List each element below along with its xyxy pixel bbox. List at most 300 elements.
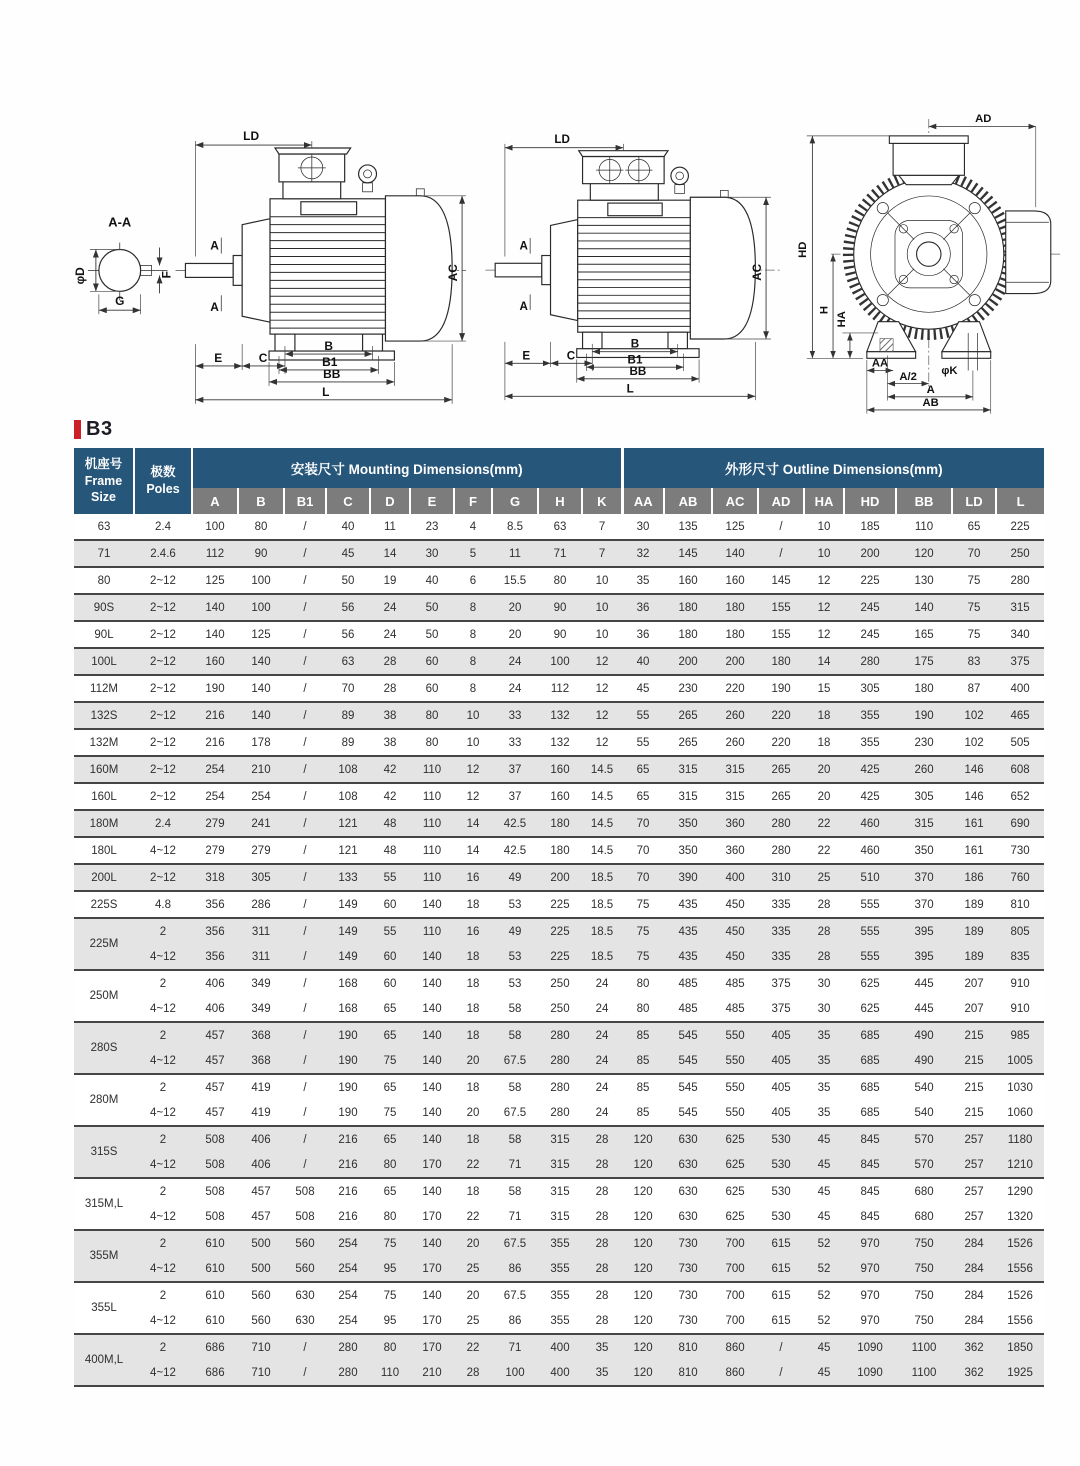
value-cell-ac: 260 [712, 702, 758, 729]
poles-cell: 4~12 [134, 1100, 192, 1126]
value-cell-h: 200 [538, 864, 582, 891]
dim-label-ab: AB [922, 397, 940, 410]
value-cell-ld: 207 [952, 996, 996, 1022]
value-cell-hd: 685 [844, 1074, 896, 1100]
value-cell-a: 457 [192, 1022, 238, 1048]
value-cell-a: 610 [192, 1308, 238, 1334]
value-cell-b: 80 [238, 514, 284, 540]
value-cell-e: 140 [410, 891, 454, 918]
poles-header-cn: 极数 [150, 465, 176, 480]
value-cell-l: 805 [996, 918, 1044, 944]
value-cell-l: 280 [996, 567, 1044, 594]
poles-cell: 4~12 [134, 944, 192, 970]
value-cell-bb: 140 [896, 594, 952, 621]
value-cell-ac: 260 [712, 729, 758, 756]
value-cell-ac: 550 [712, 1100, 758, 1126]
value-cell-bb: 305 [896, 783, 952, 810]
value-cell-ab: 200 [664, 648, 712, 675]
value-cell-hd: 970 [844, 1230, 896, 1256]
value-cell-ab: 350 [664, 837, 712, 864]
value-cell-f: 18 [454, 1178, 492, 1204]
value-cell-h: 71 [538, 540, 582, 567]
value-cell-h: 225 [538, 891, 582, 918]
value-cell-d: 42 [370, 783, 410, 810]
value-cell-bb: 190 [896, 702, 952, 729]
frame-size-cell: 355L [74, 1282, 134, 1334]
value-cell-k: 24 [582, 1022, 622, 1048]
value-cell-h: 355 [538, 1282, 582, 1308]
value-cell-hd: 970 [844, 1308, 896, 1334]
value-cell-h: 225 [538, 918, 582, 944]
table-row [74, 1152, 1044, 1178]
value-cell-ha: 15 [804, 675, 844, 702]
value-cell-e: 80 [410, 729, 454, 756]
value-cell-k: 28 [582, 1126, 622, 1152]
value-cell-g: 11 [492, 540, 538, 567]
value-cell-ha: 45 [804, 1360, 844, 1386]
value-cell-aa: 65 [622, 756, 664, 783]
table-row [74, 944, 1044, 970]
value-cell-l: 505 [996, 729, 1044, 756]
poles-cell: 2.4.6 [134, 540, 192, 567]
value-cell-b: 406 [238, 1126, 284, 1152]
value-cell-bb: 680 [896, 1178, 952, 1204]
value-cell-h: 315 [538, 1126, 582, 1152]
frame-size-cell: 180L [74, 837, 134, 864]
value-cell-hd: 280 [844, 648, 896, 675]
value-cell-ab: 630 [664, 1152, 712, 1178]
value-cell-l: 1526 [996, 1230, 1044, 1256]
poles-cell: 2~12 [134, 594, 192, 621]
value-cell-ha: 45 [804, 1334, 844, 1360]
value-cell-b: 100 [238, 594, 284, 621]
value-cell-ac: 220 [712, 675, 758, 702]
value-cell-aa: 45 [622, 675, 664, 702]
poles-cell: 2 [134, 1282, 192, 1308]
column-header-d: D [370, 488, 410, 514]
value-cell-k: 10 [582, 594, 622, 621]
value-cell-l: 810 [996, 891, 1044, 918]
value-cell-g: 67.5 [492, 1282, 538, 1308]
column-header-b: B [238, 488, 284, 514]
value-cell-b: 406 [238, 1152, 284, 1178]
value-cell-c: 149 [326, 918, 370, 944]
value-cell-c: 190 [326, 1048, 370, 1074]
value-cell-hd: 245 [844, 594, 896, 621]
value-cell-b1: / [284, 918, 326, 944]
value-cell-c: 254 [326, 1256, 370, 1282]
value-cell-g: 58 [492, 1126, 538, 1152]
value-cell-ha: 10 [804, 540, 844, 567]
value-cell-aa: 85 [622, 1022, 664, 1048]
value-cell-b: 560 [238, 1282, 284, 1308]
value-cell-f: 18 [454, 944, 492, 970]
column-header-bb: BB [896, 488, 952, 514]
value-cell-c: 89 [326, 702, 370, 729]
value-cell-h: 315 [538, 1152, 582, 1178]
value-cell-ab: 390 [664, 864, 712, 891]
value-cell-c: 254 [326, 1230, 370, 1256]
value-cell-c: 63 [326, 648, 370, 675]
value-cell-g: 71 [492, 1152, 538, 1178]
value-cell-ha: 12 [804, 567, 844, 594]
value-cell-ac: 625 [712, 1152, 758, 1178]
section-title: A-A [108, 214, 132, 230]
value-cell-b: 560 [238, 1308, 284, 1334]
value-cell-l: 1290 [996, 1178, 1044, 1204]
value-cell-c: 56 [326, 594, 370, 621]
value-cell-f: 18 [454, 1074, 492, 1100]
value-cell-l: 730 [996, 837, 1044, 864]
technical-drawings [70, 96, 1070, 416]
poles-cell: 2 [134, 1126, 192, 1152]
value-cell-h: 90 [538, 621, 582, 648]
value-cell-c: 45 [326, 540, 370, 567]
value-cell-e: 110 [410, 756, 454, 783]
column-header-ld: LD [952, 488, 996, 514]
value-cell-bb: 395 [896, 918, 952, 944]
value-cell-h: 225 [538, 944, 582, 970]
value-cell-k: 28 [582, 1256, 622, 1282]
value-cell-ad: / [758, 1360, 804, 1386]
value-cell-ha: 10 [804, 514, 844, 540]
value-cell-c: 149 [326, 891, 370, 918]
value-cell-d: 55 [370, 918, 410, 944]
poles-header-en: Poles [146, 482, 180, 496]
frame-size-cell: 315S [74, 1126, 134, 1178]
poles-cell: 2~12 [134, 648, 192, 675]
value-cell-ld: 215 [952, 1022, 996, 1048]
frame-size-cell: 250M [74, 970, 134, 1022]
value-cell-ad: 310 [758, 864, 804, 891]
dim-label-ld: LD [243, 129, 260, 144]
value-cell-ab: 160 [664, 567, 712, 594]
value-cell-f: 8 [454, 621, 492, 648]
value-cell-ld: 215 [952, 1100, 996, 1126]
value-cell-ac: 550 [712, 1022, 758, 1048]
value-cell-d: 24 [370, 621, 410, 648]
column-header-ac: AC [712, 488, 758, 514]
value-cell-ha: 35 [804, 1022, 844, 1048]
value-cell-b: 419 [238, 1100, 284, 1126]
value-cell-hd: 555 [844, 891, 896, 918]
value-cell-f: 16 [454, 918, 492, 944]
value-cell-bb: 445 [896, 970, 952, 996]
value-cell-k: 28 [582, 1230, 622, 1256]
value-cell-d: 75 [370, 1230, 410, 1256]
value-cell-b: 457 [238, 1204, 284, 1230]
frame-size-cell: 180M [74, 810, 134, 837]
value-cell-ad: 265 [758, 783, 804, 810]
value-cell-d: 28 [370, 648, 410, 675]
frame-size-cell: 315M,L [74, 1178, 134, 1230]
value-cell-a: 686 [192, 1360, 238, 1386]
value-cell-b1: / [284, 594, 326, 621]
frame-size-cell: 225M [74, 918, 134, 970]
value-cell-aa: 70 [622, 810, 664, 837]
value-cell-g: 58 [492, 1074, 538, 1100]
value-cell-b1: / [284, 1360, 326, 1386]
value-cell-h: 132 [538, 702, 582, 729]
value-cell-k: 14.5 [582, 837, 622, 864]
value-cell-aa: 85 [622, 1100, 664, 1126]
value-cell-b1: 560 [284, 1256, 326, 1282]
value-cell-k: 7 [582, 540, 622, 567]
frame-size-cell: 280S [74, 1022, 134, 1074]
value-cell-g: 8.5 [492, 514, 538, 540]
value-cell-d: 95 [370, 1256, 410, 1282]
value-cell-l: 1556 [996, 1256, 1044, 1282]
value-cell-e: 140 [410, 1048, 454, 1074]
dim-label-l: L [322, 384, 330, 399]
value-cell-h: 280 [538, 1048, 582, 1074]
value-cell-a: 140 [192, 621, 238, 648]
poles-cell: 2 [134, 918, 192, 944]
value-cell-f: 4 [454, 514, 492, 540]
value-cell-h: 280 [538, 1074, 582, 1100]
value-cell-h: 250 [538, 996, 582, 1022]
table-row [74, 567, 1044, 594]
value-cell-l: 1030 [996, 1074, 1044, 1100]
table-row [74, 1178, 1044, 1204]
value-cell-ad: 155 [758, 594, 804, 621]
value-cell-b1: / [284, 702, 326, 729]
value-cell-bb: 540 [896, 1074, 952, 1100]
dim-label-bb: BB [629, 364, 647, 378]
value-cell-l: 835 [996, 944, 1044, 970]
value-cell-aa: 35 [622, 567, 664, 594]
value-cell-b1: / [284, 1022, 326, 1048]
value-cell-f: 25 [454, 1256, 492, 1282]
value-cell-f: 10 [454, 729, 492, 756]
value-cell-g: 42.5 [492, 837, 538, 864]
frame-size-cell: 132S [74, 702, 134, 729]
frame-size-cell: 160M [74, 756, 134, 783]
value-cell-hd: 425 [844, 756, 896, 783]
value-cell-ha: 35 [804, 1100, 844, 1126]
value-cell-d: 80 [370, 1152, 410, 1178]
value-cell-l: 608 [996, 756, 1044, 783]
value-cell-b1: 630 [284, 1282, 326, 1308]
value-cell-d: 42 [370, 756, 410, 783]
value-cell-hd: 185 [844, 514, 896, 540]
value-cell-ac: 550 [712, 1074, 758, 1100]
value-cell-d: 28 [370, 675, 410, 702]
value-cell-ld: 257 [952, 1204, 996, 1230]
value-cell-c: 216 [326, 1204, 370, 1230]
dimensions-table [74, 448, 1044, 1387]
value-cell-hd: 845 [844, 1126, 896, 1152]
value-cell-ha: 45 [804, 1126, 844, 1152]
value-cell-b1: / [284, 1074, 326, 1100]
value-cell-ac: 125 [712, 514, 758, 540]
value-cell-b1: / [284, 648, 326, 675]
value-cell-bb: 120 [896, 540, 952, 567]
value-cell-ad: / [758, 1334, 804, 1360]
column-header-b1: B1 [284, 488, 326, 514]
value-cell-ld: 189 [952, 891, 996, 918]
value-cell-ab: 145 [664, 540, 712, 567]
value-cell-ad: 530 [758, 1126, 804, 1152]
value-cell-g: 42.5 [492, 810, 538, 837]
value-cell-hd: 970 [844, 1282, 896, 1308]
value-cell-b: 279 [238, 837, 284, 864]
value-cell-b1: / [284, 729, 326, 756]
value-cell-d: 80 [370, 1334, 410, 1360]
value-cell-h: 400 [538, 1334, 582, 1360]
frame-size-cell: 112M [74, 675, 134, 702]
dim-label-aa: AA [872, 357, 889, 370]
value-cell-f: 18 [454, 1022, 492, 1048]
value-cell-ha: 12 [804, 594, 844, 621]
value-cell-c: 121 [326, 837, 370, 864]
cut-marker-a-top: A [210, 238, 219, 253]
value-cell-aa: 30 [622, 514, 664, 540]
column-header-g: G [492, 488, 538, 514]
value-cell-ac: 485 [712, 996, 758, 1022]
value-cell-k: 35 [582, 1334, 622, 1360]
value-cell-ha: 45 [804, 1152, 844, 1178]
value-cell-a: 508 [192, 1152, 238, 1178]
value-cell-g: 58 [492, 996, 538, 1022]
value-cell-h: 315 [538, 1178, 582, 1204]
value-cell-k: 14.5 [582, 756, 622, 783]
value-cell-aa: 70 [622, 864, 664, 891]
value-cell-k: 35 [582, 1360, 622, 1386]
value-cell-c: 108 [326, 783, 370, 810]
table-row [74, 621, 1044, 648]
value-cell-hd: 970 [844, 1256, 896, 1282]
value-cell-l: 1060 [996, 1100, 1044, 1126]
table-row [74, 1126, 1044, 1152]
value-cell-b: 90 [238, 540, 284, 567]
poles-cell: 2~12 [134, 783, 192, 810]
value-cell-f: 8 [454, 594, 492, 621]
value-cell-f: 22 [454, 1334, 492, 1360]
value-cell-aa: 120 [622, 1204, 664, 1230]
value-cell-aa: 36 [622, 594, 664, 621]
column-letters-row [74, 488, 1044, 514]
value-cell-g: 53 [492, 944, 538, 970]
value-cell-ld: 102 [952, 702, 996, 729]
dim-label-c: C [566, 349, 576, 363]
value-cell-ac: 360 [712, 837, 758, 864]
value-cell-e: 140 [410, 1178, 454, 1204]
value-cell-g: 33 [492, 702, 538, 729]
dim-label-b1: B1 [322, 354, 338, 369]
value-cell-h: 355 [538, 1308, 582, 1334]
value-cell-a: 610 [192, 1282, 238, 1308]
value-cell-e: 170 [410, 1152, 454, 1178]
value-cell-hd: 625 [844, 996, 896, 1022]
value-cell-ab: 435 [664, 891, 712, 918]
dim-label-ha: HA [836, 311, 849, 328]
table-row [74, 1022, 1044, 1048]
value-cell-k: 12 [582, 729, 622, 756]
dim-label-a: A [927, 384, 936, 397]
value-cell-f: 18 [454, 970, 492, 996]
value-cell-bb: 165 [896, 621, 952, 648]
value-cell-ab: 730 [664, 1230, 712, 1256]
table-row [74, 1100, 1044, 1126]
value-cell-ad: 615 [758, 1256, 804, 1282]
dim-label-b: B [630, 337, 640, 351]
value-cell-k: 28 [582, 1152, 622, 1178]
value-cell-c: 190 [326, 1100, 370, 1126]
value-cell-bb: 350 [896, 837, 952, 864]
value-cell-ld: 75 [952, 567, 996, 594]
value-cell-g: 67.5 [492, 1100, 538, 1126]
value-cell-ac: 450 [712, 944, 758, 970]
value-cell-h: 315 [538, 1204, 582, 1230]
value-cell-ha: 14 [804, 648, 844, 675]
dim-label-c: C [258, 350, 268, 365]
value-cell-c: 121 [326, 810, 370, 837]
table-row [74, 702, 1044, 729]
value-cell-l: 1850 [996, 1334, 1044, 1360]
value-cell-g: 24 [492, 675, 538, 702]
value-cell-ab: 545 [664, 1048, 712, 1074]
value-cell-ad: 335 [758, 918, 804, 944]
value-cell-ac: 160 [712, 567, 758, 594]
value-cell-b: 100 [238, 567, 284, 594]
value-cell-hd: 425 [844, 783, 896, 810]
outline-dimensions-header: 外形尺寸 Outline Dimensions(mm) [622, 448, 1044, 488]
value-cell-g: 20 [492, 594, 538, 621]
value-cell-bb: 315 [896, 810, 952, 837]
value-cell-f: 10 [454, 702, 492, 729]
value-cell-g: 24 [492, 648, 538, 675]
value-cell-e: 140 [410, 1282, 454, 1308]
value-cell-ha: 52 [804, 1230, 844, 1256]
value-cell-ad: 405 [758, 1048, 804, 1074]
table-row [74, 1360, 1044, 1386]
value-cell-h: 63 [538, 514, 582, 540]
value-cell-b1: / [284, 996, 326, 1022]
value-cell-hd: 460 [844, 810, 896, 837]
value-cell-b: 140 [238, 675, 284, 702]
value-cell-c: 50 [326, 567, 370, 594]
value-cell-ld: 70 [952, 540, 996, 567]
value-cell-aa: 40 [622, 648, 664, 675]
value-cell-b: 457 [238, 1178, 284, 1204]
frame-size-cell: 160L [74, 783, 134, 810]
value-cell-c: 190 [326, 1022, 370, 1048]
value-cell-k: 7 [582, 514, 622, 540]
value-cell-ac: 860 [712, 1334, 758, 1360]
value-cell-f: 20 [454, 1048, 492, 1074]
value-cell-e: 110 [410, 783, 454, 810]
value-cell-d: 75 [370, 1282, 410, 1308]
value-cell-g: 100 [492, 1360, 538, 1386]
value-cell-ab: 435 [664, 944, 712, 970]
value-cell-k: 18.5 [582, 918, 622, 944]
value-cell-g: 71 [492, 1334, 538, 1360]
value-cell-ad: 145 [758, 567, 804, 594]
frame-size-cell: 71 [74, 540, 134, 567]
poles-cell: 4~12 [134, 1204, 192, 1230]
poles-cell: 2~12 [134, 756, 192, 783]
column-header-ab: AB [664, 488, 712, 514]
value-cell-h: 160 [538, 783, 582, 810]
value-cell-f: 14 [454, 837, 492, 864]
value-cell-ld: 146 [952, 756, 996, 783]
value-cell-c: 89 [326, 729, 370, 756]
value-cell-b1: / [284, 1152, 326, 1178]
value-cell-h: 180 [538, 837, 582, 864]
value-cell-ld: 284 [952, 1256, 996, 1282]
value-cell-d: 14 [370, 540, 410, 567]
